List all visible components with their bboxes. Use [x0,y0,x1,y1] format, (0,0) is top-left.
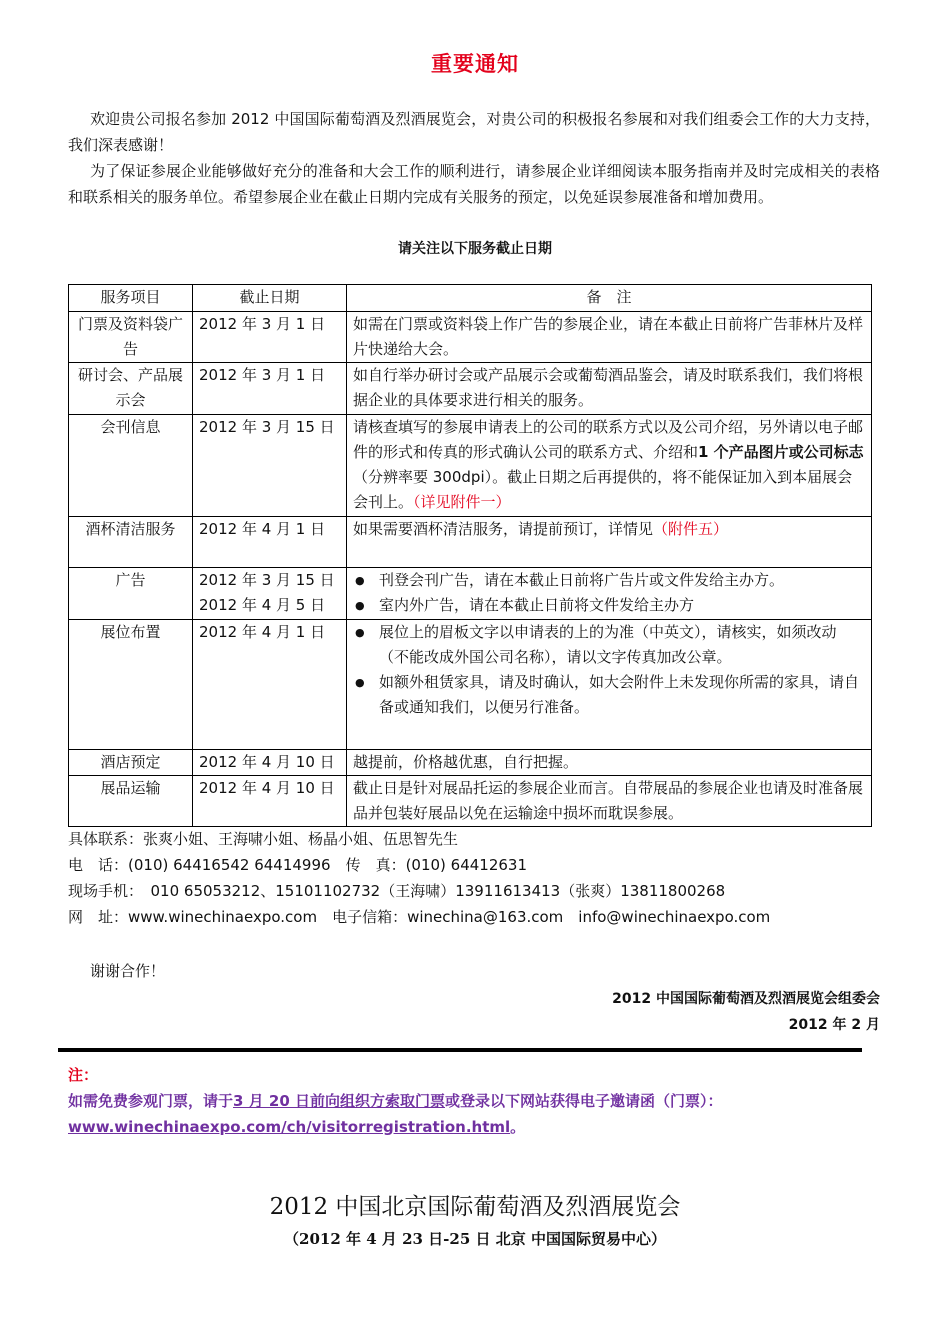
contact-people: 具体联系：张爽小姐、王海啸小姐、杨晶小姐、伍思智先生 [68,830,459,848]
signature-org: 2012 中国国际葡萄酒及烈酒展览会组委会 [612,991,880,1007]
service-item: 酒店预定 [69,750,193,776]
table-header-row [69,285,872,312]
service-deadline-table [68,284,872,827]
service-item: 研讨会、产品展示会 [69,363,193,415]
contact-info [68,826,880,930]
contact-phone: 电 话：(010) 64416542 64414996 传 真：(010) 64412631 [68,856,528,874]
remarks: 越提前，价格越优惠，自行把握。 [347,750,872,776]
remarks: 如自行举办研讨会或产品展示会或葡萄酒品鉴会，请及时联系我们，我们将根据企业的具体要求进行相关的服务。 [347,363,872,415]
intro-text [68,106,880,210]
page-title: 重要通知 [431,52,519,76]
table-row [69,363,872,415]
note-label: 注： [68,1066,99,1084]
table-row [69,415,872,517]
expo-subtitle: （2012 年 4 月 23 日-25 日 北京 中国国际贸易中心） [284,1230,666,1248]
remarks [347,517,872,568]
header-remarks: 备 注 [347,285,872,312]
table-title: 请关注以下服务截止日期 [398,241,552,257]
deadline-line: 2012 年 4 月 5 日 [199,596,326,614]
deadline: 2012 年 4 月 1 日 [193,517,347,568]
remarks: 截止日是针对展品托运的参展企业而言。自带展品的参展企业也请及时准备展品并包装好展品以免在运输途中损坏而耽误参展。 [347,776,872,827]
deadline [193,568,347,620]
table-row [69,312,872,363]
intro-paragraph-1: 欢迎贵公司报名参加 2012 中国国际葡萄酒及烈酒展览会，对贵公司的积极报名参展和对我们组委会工作的大力支持，我们深表感谢！ [68,110,880,154]
attachment-reference: （详见附件一） [413,493,511,511]
service-item: 会刊信息 [69,415,193,517]
remarks-text: （分辨率要 300dpi）。截止日期之后再提供的，将不能保证加入到本届展会会刊上。 [353,468,853,511]
intro-paragraph-2: 为了保证参展企业能够做好充分的准备和大会工作的顺利进行，请参展企业详细阅读本服务指南并及时完成相关的表格和联系相关的服务单位。希望参展企业在截止日期内完成有关服务的预定，以免延误参展准备和增加费用。 [68,162,880,206]
remarks [347,568,872,620]
table-row [69,620,872,750]
signature-date: 2012 年 2 月 [788,1017,880,1033]
note-end: 。 [510,1118,526,1136]
divider [58,1048,862,1052]
registration-link[interactable]: www.winechinaexpo.com/ch/visitorregistration.html [68,1118,511,1136]
expo-title: 2012 中国北京国际葡萄酒及烈酒展览会 [269,1194,681,1220]
deadline: 2012 年 4 月 1 日 [193,620,347,750]
deadline: 2012 年 3 月 1 日 [193,312,347,363]
service-item: 广告 [69,568,193,620]
note-link-line [68,1114,880,1140]
table-row [69,517,872,568]
deadline: 2012 年 3 月 1 日 [193,363,347,415]
remarks [347,415,872,517]
remarks [347,620,872,750]
table-row [69,776,872,827]
signature [612,986,880,1038]
note-deadline-underlined: 3 月 20 日前向组织方索取门票 [233,1092,445,1110]
thanks-text: 谢谢合作！ [90,962,166,980]
table-row [69,568,872,620]
deadline: 2012 年 4 月 10 日 [193,750,347,776]
service-item: 展品运输 [69,776,193,827]
table-row [69,750,872,776]
remarks: 如需在门票或资料袋上作广告的参展企业，请在本截止日前将广告菲林片及样片快递给大会。 [347,312,872,363]
remarks-emphasis: 1 个产品图片或公司标志 [698,443,864,461]
bullet-list [353,620,865,720]
deadline: 2012 年 4 月 10 日 [193,776,347,827]
note-text [68,1088,880,1114]
service-item: 门票及资料袋广告 [69,312,193,363]
contact-mobile: 现场手机： 010 65053212、15101102732（王海啸）13911613413（张爽）13811800268 [68,882,726,900]
header-deadline: 截止日期 [193,285,347,312]
deadline-line: 2012 年 3 月 15 日 [199,571,335,589]
remarks-text: 请核查填写的参展申请表上的公司的联系方式以及公司介绍，另外请以电子邮件的形式和传真的形式确认公司的联系方式、介绍和 [353,418,864,461]
contact-web-email: 网 址：www.winechinaexpo.com 电子信箱：winechina@163.com info@winechinaexpo.com [68,908,771,926]
ticket-note [68,1062,880,1140]
bullet-item: ● 如额外租赁家具，请及时确认，如大会附件上未发现你所需的家具，请自备或通知我们，以便另行准备。 [353,670,865,720]
header-service-item: 服务项目 [69,285,193,312]
attachment-reference: （附件五） [653,520,729,538]
deadline: 2012 年 3 月 15 日 [193,415,347,517]
bullet-item: ● 展位上的眉板文字以申请表的上的为准（中英文），请核实，如须改动（不能改成外国公司名称），请以文字传真加改公章。 [353,620,865,670]
bullet-item: ● 室内外广告，请在本截止日前将文件发给主办方 [353,593,865,618]
note-text-part: 如需免费参观门票，请于 [68,1092,234,1110]
service-item: 展位布置 [69,620,193,750]
note-text-part: 或登录以下网站获得电子邀请函（门票）： [445,1092,723,1110]
bullet-item: ● 刊登会刊广告，请在本截止日前将广告片或文件发给主办方。 [353,568,865,593]
remarks-text: 如果需要酒杯清洁服务，请提前预订，详情见 [353,520,654,538]
service-item: 酒杯清洁服务 [69,517,193,568]
bullet-list [353,568,865,618]
